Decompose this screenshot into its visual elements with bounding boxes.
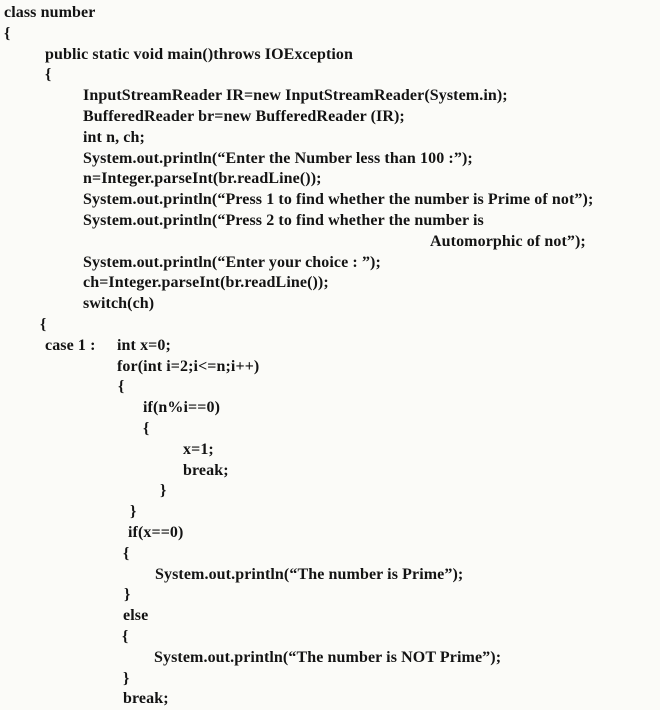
code-text: System.out.println(“Enter the Number less than 100 :”); bbox=[83, 149, 473, 167]
case-label: case 1 : bbox=[45, 336, 96, 354]
code-line bbox=[0, 107, 660, 128]
code-text: } bbox=[123, 669, 130, 687]
code-text: ch=Integer.parseInt(br.readLine()); bbox=[83, 274, 329, 292]
code-line bbox=[0, 419, 660, 440]
code-text: if(x==0) bbox=[128, 523, 184, 541]
code-text: { bbox=[45, 66, 52, 84]
code-line bbox=[0, 648, 660, 669]
code-text: System.out.println(“The number is Prime”); bbox=[155, 565, 464, 583]
code-line bbox=[0, 377, 660, 398]
code-line bbox=[0, 544, 660, 565]
code-line bbox=[0, 606, 660, 627]
code-text: x=1; bbox=[183, 440, 214, 458]
code-text: } bbox=[124, 586, 131, 604]
code-text: { bbox=[122, 627, 129, 645]
code-line bbox=[0, 627, 660, 648]
code-line bbox=[0, 169, 660, 190]
code-text: { bbox=[40, 315, 47, 333]
code-line bbox=[0, 294, 660, 315]
code-text: class number bbox=[4, 4, 96, 21]
code-text: { bbox=[143, 419, 150, 437]
code-text: int n, ch; bbox=[83, 128, 145, 146]
code-line bbox=[0, 481, 660, 502]
code-line bbox=[0, 273, 660, 294]
code-text: n=Integer.parseInt(br.readLine()); bbox=[83, 170, 322, 188]
code-text: InputStreamReader IR=new InputStreamReader(System.in); bbox=[83, 87, 508, 105]
code-text: System.out.println(“Press 2 to find whether the number is bbox=[83, 211, 484, 229]
code-line bbox=[0, 86, 660, 107]
code-text: if(n%i==0) bbox=[143, 399, 221, 417]
code-block bbox=[0, 3, 660, 710]
code-text: switch(ch) bbox=[83, 295, 155, 313]
code-text: System.out.println(“The number is NOT Prime”); bbox=[154, 648, 502, 666]
code-text: else bbox=[123, 607, 149, 625]
code-line bbox=[0, 45, 660, 66]
code-text: System.out.println(“Press 1 to find whether the number is Prime of not”); bbox=[83, 191, 594, 209]
code-text: Automorphic of not”); bbox=[430, 232, 586, 250]
code-line bbox=[0, 502, 660, 523]
code-text: for(int i=2;i<=n;i++) bbox=[117, 357, 260, 375]
code-line bbox=[0, 669, 660, 690]
code-line bbox=[0, 211, 660, 232]
code-line bbox=[0, 24, 660, 45]
code-text: } bbox=[130, 503, 137, 521]
code-line bbox=[0, 315, 660, 336]
code-line bbox=[0, 440, 660, 461]
code-line bbox=[0, 357, 660, 378]
code-text: break; bbox=[183, 461, 229, 479]
code-text: { bbox=[4, 24, 11, 42]
code-line bbox=[0, 253, 660, 274]
code-line bbox=[0, 190, 660, 211]
code-line bbox=[0, 65, 660, 86]
code-text: int x=0; bbox=[117, 336, 171, 354]
code-line bbox=[0, 461, 660, 482]
code-text: } bbox=[160, 482, 167, 500]
code-text: public static void main()throws IOException bbox=[45, 45, 354, 63]
code-text: { bbox=[118, 378, 125, 396]
code-text: { bbox=[123, 544, 130, 562]
code-line bbox=[0, 523, 660, 544]
code-line bbox=[0, 689, 660, 710]
code-line bbox=[0, 232, 660, 253]
code-line bbox=[0, 398, 660, 419]
code-line bbox=[0, 149, 660, 170]
code-line bbox=[0, 336, 660, 357]
code-line bbox=[0, 128, 660, 149]
code-text: break; bbox=[123, 690, 169, 708]
code-line bbox=[0, 565, 660, 586]
code-text: BufferedReader br=new BufferedReader (IR); bbox=[83, 107, 405, 125]
code-line bbox=[0, 585, 660, 606]
code-line bbox=[0, 3, 660, 24]
code-text: System.out.println(“Enter your choice : ”); bbox=[83, 253, 381, 271]
